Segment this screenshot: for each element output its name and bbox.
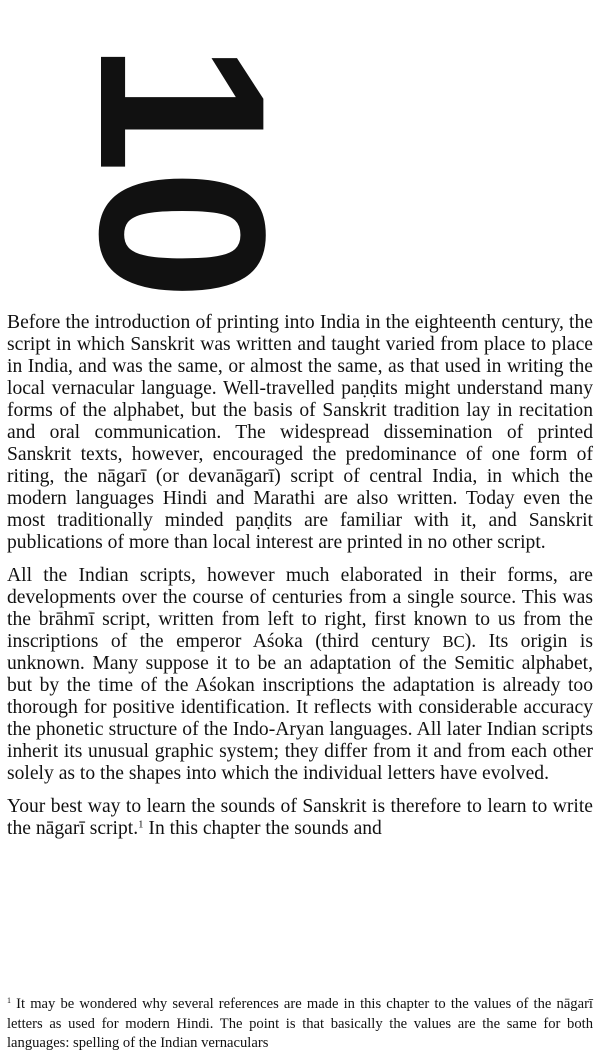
era-abbreviation: BC bbox=[442, 632, 465, 651]
paragraph-3-text-a: Your best way to learn the sounds of Sanskrit is therefore to learn to write the nāgarī script. bbox=[7, 796, 593, 839]
footnote-marker: 1 bbox=[7, 996, 12, 1006]
paragraph-2-text-a: All the Indian scripts, however much elaborated in their forms, are developments over the course of centuries from a single source. This was the brāhmī script, written from left to right, first known to us from the inscriptions of the emperor Aśoka (third century bbox=[7, 565, 593, 652]
paragraph-1: Before the introduction of printing into India in the eighteenth century, the script in which Sanskrit was written and taught varied from place to place in India, and was the same, or almost the same, as that used in writing the local vernacular language. Well-travelled paṇḍits might understand many forms of the alphabet, but the basis of Sanskrit tradition lay in recitation and oral communication. The widespread dissemination of printed Sanskrit texts, however, encouraged the predominance of one form of riting, the nāgarī (or devanāgarī) script of central India, in which the modern languages Hindi and Marathi are also written. Today even the most traditionally minded paṇḍits are familiar with it, and Sanskrit publications of more than local interest are printed in no other script. bbox=[7, 312, 593, 553]
footnote-text: It may be wondered why several references are made in this chapter to the values of the nāgarī letters as used for modern Hindi. The point is that basically the values are the same for both languages: spelling of the Indian vernaculars bbox=[7, 996, 593, 1051]
chapter-number: 10 bbox=[50, 42, 314, 297]
footnote-reference: 1 bbox=[138, 818, 144, 831]
footnote bbox=[7, 995, 593, 1054]
paragraph-3 bbox=[7, 796, 593, 840]
paragraph-3-text-b: In this chapter the sounds and bbox=[143, 818, 382, 839]
paragraph-2-text-b: ). Its origin is unknown. Many suppose it to be an adaptation of the Semitic alphabet, but by the time of the Aśokan inscriptions the adaptation is already too thorough for positive identification. It reflects with considerable accuracy the phonetic structure of the Indo-Aryan languages. All later Indian scripts inherit its unusual graphic system; they differ from it and from each other solely as to the shapes into which the individual letters have evolved. bbox=[7, 631, 593, 784]
chapter-body bbox=[7, 312, 593, 851]
paragraph-2 bbox=[7, 565, 593, 785]
